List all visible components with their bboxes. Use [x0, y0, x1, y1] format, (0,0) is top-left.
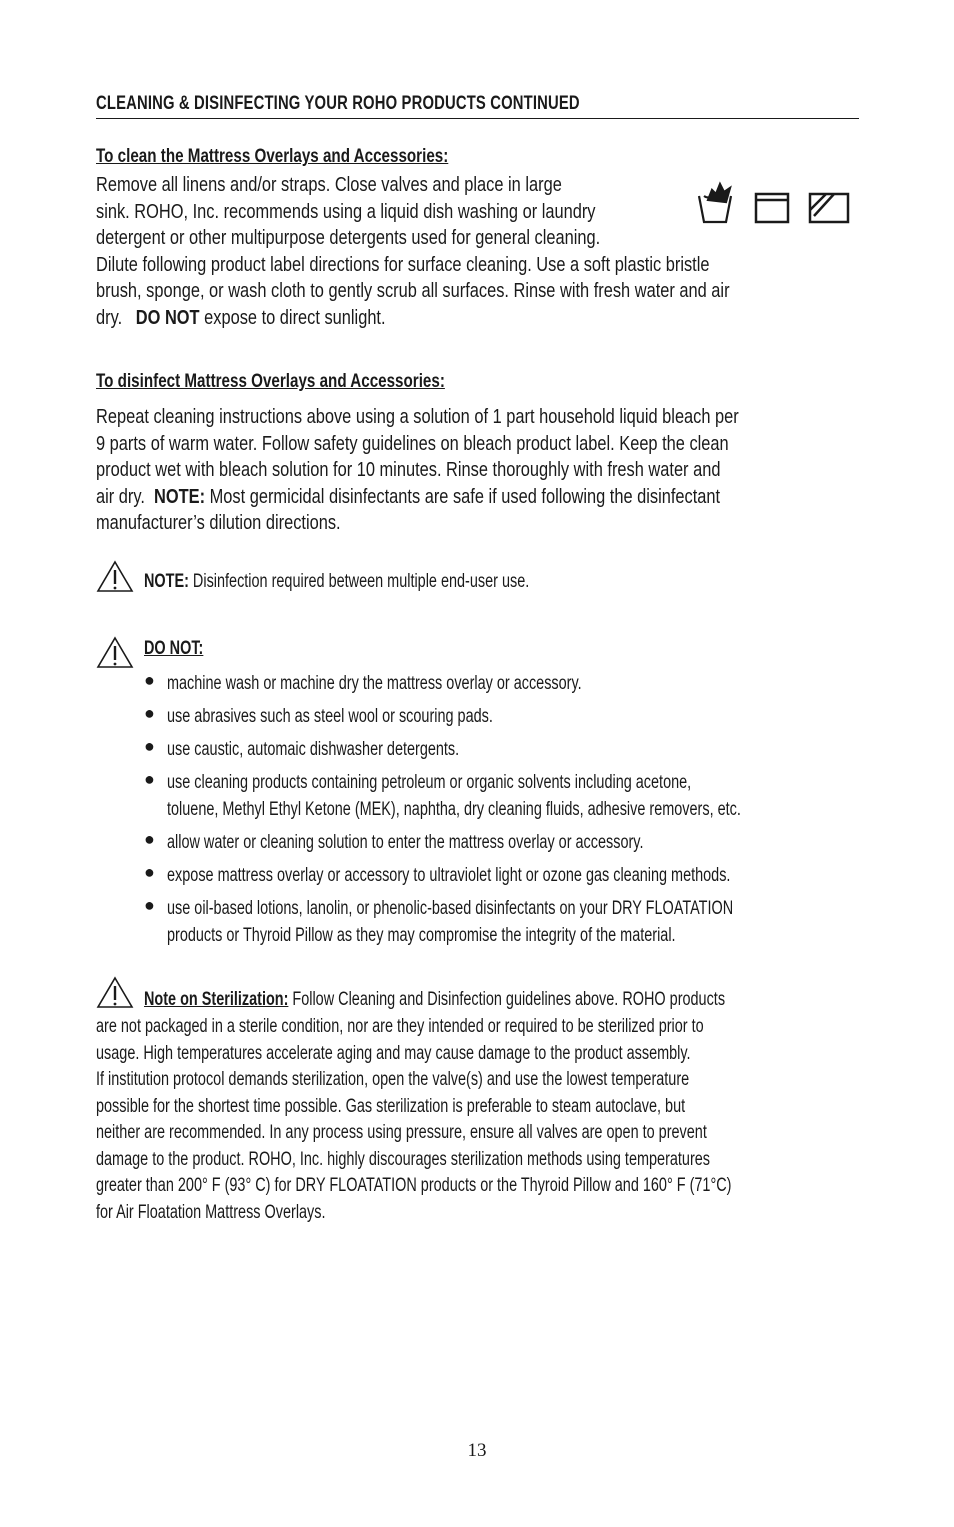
list-item-text: toluene, Methyl Ethyl Ketone (MEK), naphtha, dry cleaning fluids, adhesive removers, etc.	[167, 799, 741, 820]
list-item-text: use oil-based lotions, lanolin, or phenolic-based disinfectants on your DRY FLOATATION	[167, 898, 734, 919]
sterilization-line: If institution protocol demands sterilization, open the valve(s) and use the lowest temperature	[96, 1069, 690, 1090]
sterilization-first-line	[144, 987, 909, 1014]
list-item-text: use cleaning products containing petroleum or organic solvents including acetone,	[167, 772, 692, 793]
clean-line-2: sink. ROHO, Inc. recommends using a liquid dish washing or laundry	[96, 200, 596, 223]
page-number: 13	[467, 1440, 487, 1461]
care-symbols	[696, 180, 852, 228]
bullet-icon: ●	[144, 769, 155, 789]
disinfect-line-5: manufacturer’s dilution directions.	[96, 512, 341, 534]
line-dry-icon	[810, 194, 848, 222]
sterilization-line: for Air Floatation Mattress Overlays.	[96, 1201, 326, 1223]
list-item-text: expose mattress overlay or accessory to ultraviolet light or ozone gas cleaning methods.	[167, 865, 731, 886]
list-item-text: machine wash or machine dry the mattress overlay or accessory.	[167, 673, 582, 694]
bullet-icon: ●	[144, 703, 155, 723]
disinfect-line-4	[96, 484, 739, 511]
donot-title	[144, 636, 222, 663]
sterilization-label: Note on Sterilization:	[144, 989, 289, 1010]
list-item-text: use abrasives such as steel wool or scouring pads.	[167, 706, 493, 727]
note-emphasis: NOTE:	[154, 485, 206, 508]
disinfect-line-4-end: Most germicidal disinfectants are safe if used following the disinfectant	[205, 485, 721, 508]
sterilization-line-1	[144, 987, 725, 1014]
note-disinfection	[144, 569, 651, 596]
list-item-text: products or Thyroid Pillow as they may compromise the integrity of the material.	[167, 925, 676, 946]
sterilization-line: possible for the shortest time possible. Gas sterilization is preferable to steam autoclave, but	[96, 1095, 686, 1117]
clean-line-3: detergent or other multipurpose detergents used for general cleaning.	[96, 227, 601, 249]
hand-wash-icon	[699, 184, 731, 222]
disinfect-title: To disinfect Mattress Overlays and Accessories:	[96, 371, 445, 392]
do-not-emphasis: DO NOT	[135, 306, 200, 329]
clean-line-6-end: expose to direct sunlight.	[199, 306, 386, 329]
sterilization-line: greater than 200° F (93° C) for DRY FLOATATION products or the Thyroid Pillow and 160° F (71°C)	[96, 1175, 732, 1196]
warning-icon	[96, 636, 134, 670]
bullet-icon: ●	[144, 736, 155, 756]
disinfect-paragraph	[96, 404, 880, 537]
sterilization-line-1-rest: Follow Cleaning and Disinfection guidelines above. ROHO products	[288, 989, 726, 1010]
note-disinfection-line	[144, 569, 529, 596]
sterilization-line: usage. High temperatures accelerate aging and may cause damage to the product assembly.	[96, 1042, 691, 1064]
clean-title: To clean the Mattress Overlays and Accessories:	[96, 146, 449, 167]
bullet-icon: ●	[144, 862, 155, 882]
bullet-icon: ●	[144, 829, 155, 849]
sterilization-line: neither are recommended. In any process using pressure, ensure all valves are open to prevent	[96, 1122, 707, 1143]
warning-icon	[96, 976, 134, 1010]
clean-line-5: brush, sponge, or wash cloth to gently scrub all surfaces. Rinse with fresh water and air	[96, 280, 730, 302]
disinfect-line-1: Repeat cleaning instructions above using a solution of 1 part household liquid bleach per	[96, 406, 739, 428]
sterilization-line: damage to the product. ROHO, Inc. highly discourages sterilization methods using temperatures	[96, 1148, 711, 1170]
clean-line-1: Remove all linens and/or straps. Close valves and place in large	[96, 174, 562, 196]
bullet-icon: ●	[144, 895, 155, 915]
bullet-icon: ●	[144, 670, 155, 690]
sterilization-paragraph	[96, 1014, 932, 1226]
disinfect-line-4-start: air dry.	[96, 485, 145, 508]
disinfect-line-3: product wet with bleach solution for 10 minutes. Rinse thoroughly with fresh water and	[96, 459, 721, 481]
clean-line-6-start: dry.	[96, 306, 123, 329]
tumble-dry-icon	[756, 194, 788, 222]
sterilization-line: are not packaged in a sterile condition, nor are they intended or required to be sterilized prior to	[96, 1016, 704, 1037]
section-heading	[96, 93, 859, 119]
note-disinfection-text: Disinfection required between multiple end-user use.	[188, 571, 530, 592]
disinfect-line-2: 9 parts of warm water. Follow safety guidelines on bleach product label. Keep the clean	[96, 432, 729, 455]
clean-line-4: Dilute following product label directions for surface cleaning. Use a soft plastic bristle	[96, 253, 710, 276]
warning-icon	[96, 560, 134, 594]
section-heading-text: CLEANING & DISINFECTING YOUR ROHO PRODUCTS CONTINUED	[96, 93, 580, 114]
list-item-text: allow water or cleaning solution to enter the mattress overlay or accessory.	[167, 832, 644, 853]
list-item-text: use caustic, automaic dishwasher detergents.	[167, 739, 460, 760]
donot-title-text: DO NOT:	[144, 638, 204, 659]
clean-line-6	[96, 305, 730, 332]
note-disinfection-label: NOTE:	[144, 571, 189, 592]
